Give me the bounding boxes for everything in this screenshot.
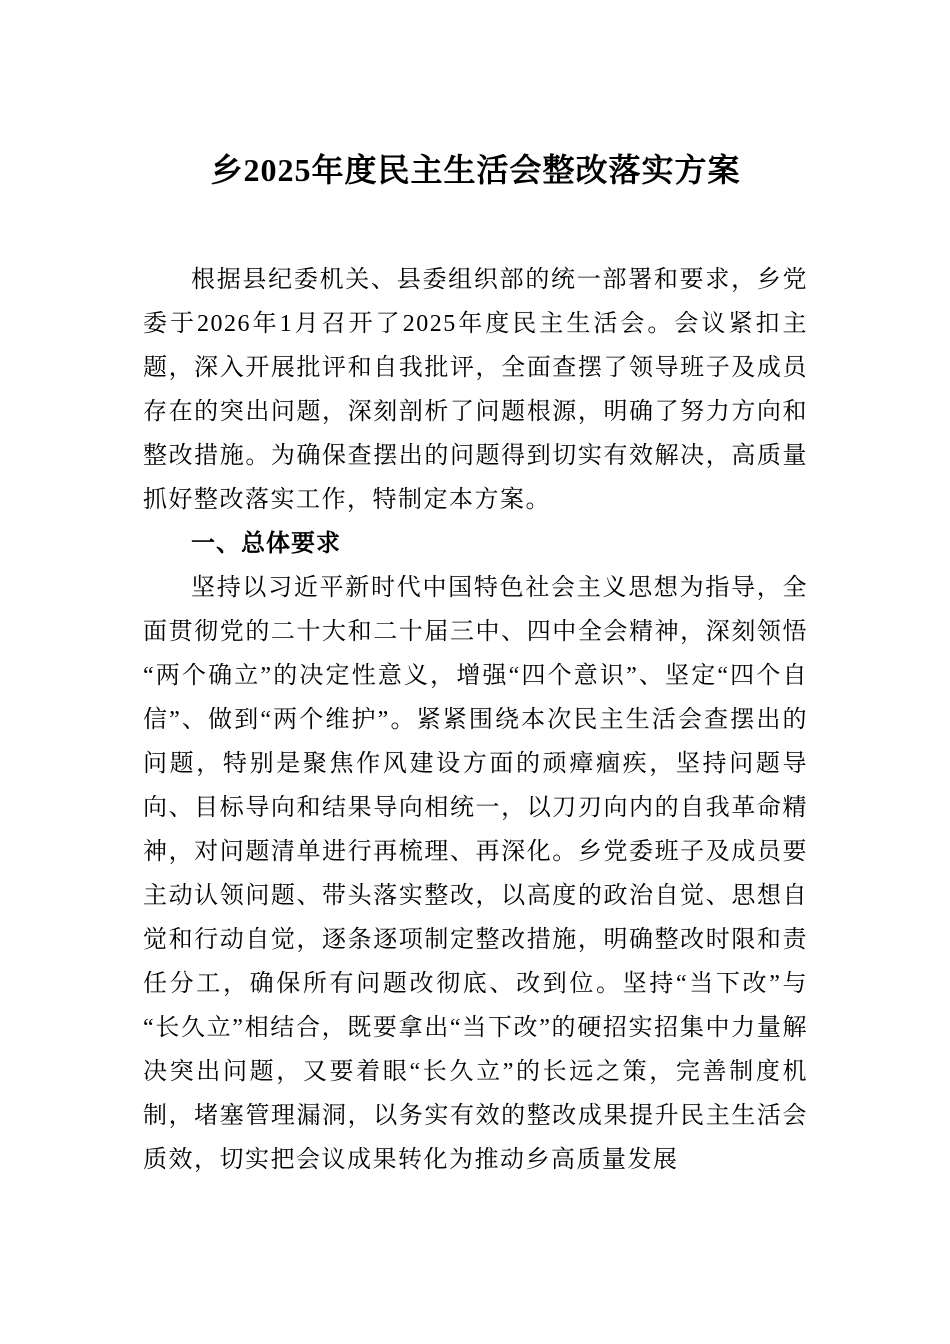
intro-paragraph: 根据县纪委机关、县委组织部的统一部署和要求，乡党委于2026年1月召开了2025年度民主生活会。会议紧扣主题，深入开展批评和自我批评，全面查摆了领导班子及成员存在的突出问题，深刻剖析了问题根源，明确了努力方向和整改措施。为确保查摆出的问题得到切实有效解决，高质量抓好整改落实工作，特制定本方案。 xyxy=(143,267,808,513)
section-1-heading: 一、总体要求 xyxy=(191,530,341,557)
section-1-paragraph: 坚持以习近平新时代中国特色社会主义思想为指导，全面贯彻党的二十大和二十届三中、四中全会精神，深刻领悟“两个确立”的决定性意义，增强“四个意识”、坚定“四个自信”、做到“两个维护”。紧紧围绕本次民主生活会查摆出的问题，特别是聚焦作风建设方面的顽瘴痼疾，坚持问题导向、目标导向和结果导向相统一，以刀刃向内的自我革命精神，对问题清单进行再梳理、再深化。乡党委班子及成员要主动认领问题、带头落实整改，以高度的政治自觉、思想自觉和行动自觉，逐条逐项制定整改措施，明确整改时限和责任分工，确保所有问题改彻底、改到位。坚持“当下改”与“长久立”相结合，既要拿出“当下改”的硬招实招集中力量解决突出问题，又要着眼“长久立”的长远之策，完善制度机制，堵塞管理漏洞，以务实有效的整改成果提升民主生活会质效，切实把会议成果转化为推动乡高质量发展 xyxy=(143,575,808,1173)
document-title: 乡2025年度民主生活会整改落实方案 xyxy=(210,152,741,188)
